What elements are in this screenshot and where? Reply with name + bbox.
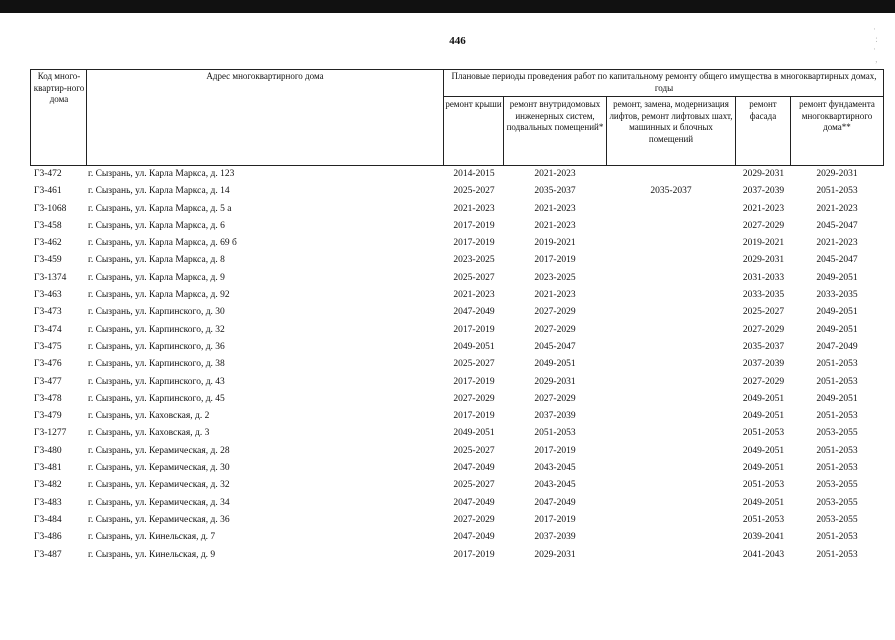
cell-engineering: 2021-2023 xyxy=(534,290,576,301)
cell-facade: 2051-2053 xyxy=(742,514,785,525)
cell-roof: 2017-2019 xyxy=(453,376,495,387)
cell-engineering: 2027-2029 xyxy=(534,307,576,318)
cell-address: г. Сызрань, ул. Кинельская, д. 7 xyxy=(88,532,216,543)
cell-foundation: 2029-2031 xyxy=(816,169,858,179)
cell-address: г. Сызрань, ул. Керамическая, д. 32 xyxy=(88,480,230,491)
cell-address: г. Сызрань, ул. Карпинского, д. 32 xyxy=(88,324,225,335)
cell-roof: 2021-2023 xyxy=(453,203,495,214)
cell-address: г. Сызрань, ул. Карла Маркса, д. 6 xyxy=(88,220,225,231)
cell-engineering: 2023-2025 xyxy=(534,272,576,283)
cell-engineering: 2021-2023 xyxy=(534,220,576,231)
cell-code: Г3-1374 xyxy=(34,272,67,283)
header-periods: Плановые периоды проведения работ по капитальному ремонту общего имущества в многоквартирных домах, годы xyxy=(451,71,877,93)
cell-foundation: 2051-2053 xyxy=(816,376,858,387)
cell-facade: 2029-2031 xyxy=(742,169,785,179)
cell-foundation: 2051-2053 xyxy=(816,411,858,422)
cell-address: г. Сызрань, ул. Карпинского, д. 43 xyxy=(88,376,225,387)
cell-engineering: 2051-2053 xyxy=(534,428,576,439)
table-row xyxy=(30,201,883,218)
table-row xyxy=(30,460,883,477)
cell-foundation: 2049-2051 xyxy=(816,272,858,283)
cell-code: Г3-479 xyxy=(34,411,62,422)
header-address: Адрес многоквартирного дома xyxy=(206,71,324,81)
cell-facade: 2037-2039 xyxy=(742,186,785,197)
table-row xyxy=(30,425,883,442)
cell-engineering: 2021-2023 xyxy=(534,203,576,214)
cell-roof: 2025-2027 xyxy=(453,445,495,456)
cell-facade: 2049-2051 xyxy=(742,445,785,456)
cell-lifts: 2035-2037 xyxy=(650,186,692,197)
cell-foundation: 2053-2055 xyxy=(816,497,858,508)
cell-engineering: 2035-2037 xyxy=(534,186,576,197)
cell-roof: 2014-2015 xyxy=(453,169,495,179)
cell-roof: 2017-2019 xyxy=(453,238,495,249)
table-row xyxy=(30,391,883,408)
table-row xyxy=(30,374,883,391)
cell-address: г. Сызрань, ул. Каховская, д. 3 xyxy=(88,428,210,439)
cell-code: Г3-474 xyxy=(34,324,62,335)
cell-foundation: 2045-2047 xyxy=(816,220,858,231)
cell-code: Г3-1277 xyxy=(34,428,67,439)
cell-code: Г3-1068 xyxy=(34,203,67,214)
cell-address: г. Сызрань, ул. Кинельская, д. 9 xyxy=(88,549,216,560)
page-number: 446 xyxy=(449,35,466,47)
cell-engineering: 2027-2029 xyxy=(534,393,576,404)
cell-facade: 2041-2043 xyxy=(742,549,785,560)
cell-facade: 2049-2051 xyxy=(742,463,785,474)
cell-facade: 2033-2035 xyxy=(742,290,785,301)
table-row xyxy=(30,408,883,425)
cell-address: г. Сызрань, ул. Карла Маркса, д. 92 xyxy=(88,290,230,301)
cell-roof: 2017-2019 xyxy=(453,549,495,560)
cell-facade: 2051-2053 xyxy=(742,428,785,439)
cell-foundation: 2051-2053 xyxy=(816,463,858,474)
cell-foundation: 2047-2049 xyxy=(816,341,858,352)
cell-facade: 2049-2051 xyxy=(742,411,785,422)
top-border-bar xyxy=(0,0,895,13)
cell-roof: 2047-2049 xyxy=(453,307,495,318)
cell-address: г. Сызрань, ул. Керамическая, д. 36 xyxy=(88,514,230,525)
cell-engineering: 2017-2019 xyxy=(534,445,576,456)
cell-address: г. Сызрань, ул. Карпинского, д. 38 xyxy=(88,359,225,370)
cell-code: Г3-486 xyxy=(34,532,62,543)
header-roof: ремонт крыши xyxy=(445,99,502,109)
cell-foundation: 2051-2053 xyxy=(816,359,858,370)
cell-engineering: 2047-2049 xyxy=(534,497,576,508)
cell-engineering: 2029-2031 xyxy=(534,549,576,560)
cell-foundation: 2053-2055 xyxy=(816,514,858,525)
cell-address: г. Сызрань, ул. Карла Маркса, д. 14 xyxy=(88,186,230,197)
cell-code: Г3-461 xyxy=(34,186,62,197)
cell-address: г. Сызрань, ул. Карла Маркса, д. 9 xyxy=(88,272,225,283)
cell-roof: 2023-2025 xyxy=(453,255,495,266)
cell-address: г. Сызрань, ул. Керамическая, д. 34 xyxy=(88,497,230,508)
cell-foundation: 2053-2055 xyxy=(816,428,858,439)
cell-facade: 2035-2037 xyxy=(742,341,785,352)
cell-engineering: 2017-2019 xyxy=(534,255,576,266)
cell-facade: 2027-2029 xyxy=(742,324,785,335)
cell-roof: 2025-2027 xyxy=(453,480,495,491)
cell-foundation: 2049-2051 xyxy=(816,393,858,404)
cell-facade: 2027-2029 xyxy=(742,220,785,231)
cell-facade: 2049-2051 xyxy=(742,393,785,404)
cell-address: г. Сызрань, ул. Карпинского, д. 30 xyxy=(88,307,225,318)
table-row xyxy=(30,339,883,356)
cell-address: г. Сызрань, ул. Карла Маркса, д. 8 xyxy=(88,255,225,266)
cell-roof: 2027-2029 xyxy=(453,393,495,404)
cell-engineering: 2043-2045 xyxy=(534,480,576,491)
cell-facade: 2049-2051 xyxy=(742,497,785,508)
cell-foundation: 2051-2053 xyxy=(816,549,858,560)
cell-foundation: 2045-2047 xyxy=(816,255,858,266)
cell-roof: 2027-2029 xyxy=(453,514,495,525)
cell-address: г. Сызрань, ул. Карла Маркса, д. 5 а xyxy=(88,203,232,214)
cell-code: Г3-483 xyxy=(34,497,62,508)
cell-engineering: 2049-2051 xyxy=(534,359,576,370)
table-row xyxy=(30,495,883,512)
cell-code: Г3-476 xyxy=(34,359,62,370)
cell-code: Г3-459 xyxy=(34,255,62,266)
cell-foundation: 2021-2023 xyxy=(816,203,858,214)
cell-engineering: 2021-2023 xyxy=(534,169,576,179)
cell-facade: 2031-2033 xyxy=(742,272,785,283)
table-row xyxy=(30,477,883,494)
cell-foundation: 2049-2051 xyxy=(816,324,858,335)
table-row xyxy=(30,287,883,304)
cell-facade: 2051-2053 xyxy=(742,480,785,491)
cell-roof: 2047-2049 xyxy=(453,497,495,508)
cell-roof: 2017-2019 xyxy=(453,411,495,422)
table-row xyxy=(30,443,883,460)
table-header xyxy=(30,69,883,165)
table-row xyxy=(30,218,883,235)
cell-engineering: 2019-2021 xyxy=(534,238,576,249)
header-lifts: ремонт, замена, модернизация лифтов, ремонт лифтовых шахт, машинных и блочных помещений xyxy=(609,99,733,144)
table-row xyxy=(30,547,883,564)
cell-code: Г3-481 xyxy=(34,463,62,474)
table-row xyxy=(30,529,883,546)
table-row xyxy=(30,235,883,252)
cell-code: Г3-478 xyxy=(34,393,62,404)
cell-foundation: 2049-2051 xyxy=(816,307,858,318)
cell-code: Г3-487 xyxy=(34,549,62,560)
cell-code: Г3-484 xyxy=(34,514,62,525)
cell-address: г. Сызрань, ул. Карла Маркса, д. 69 б xyxy=(88,238,237,249)
cell-address: г. Сызрань, ул. Карпинского, д. 45 xyxy=(88,393,225,404)
cell-roof: 2025-2027 xyxy=(453,359,495,370)
cell-foundation: 2053-2055 xyxy=(816,480,858,491)
cell-roof: 2047-2049 xyxy=(453,532,495,543)
cell-foundation: 2051-2053 xyxy=(816,532,858,543)
cell-address: г. Сызрань, ул. Керамическая, д. 30 xyxy=(88,463,230,474)
cell-roof: 2047-2049 xyxy=(453,463,495,474)
cell-code: Г3-475 xyxy=(34,341,62,352)
cell-foundation: 2051-2053 xyxy=(816,186,858,197)
header-facade: ремонт фасада xyxy=(749,99,777,121)
table-row xyxy=(30,166,883,183)
table-row xyxy=(30,252,883,269)
cell-roof: 2049-2051 xyxy=(453,341,495,352)
cell-facade: 2025-2027 xyxy=(742,307,785,318)
scan-marks: · : · , xyxy=(873,24,878,64)
cell-engineering: 2027-2029 xyxy=(534,324,576,335)
cell-roof: 2021-2023 xyxy=(453,290,495,301)
cell-roof: 2025-2027 xyxy=(453,272,495,283)
table-row xyxy=(30,183,883,200)
table-body xyxy=(30,166,883,564)
cell-roof: 2017-2019 xyxy=(453,324,495,335)
header-code: Код много-квартир-ного дома xyxy=(33,71,85,105)
cell-facade: 2029-2031 xyxy=(742,255,785,266)
cell-facade: 2037-2039 xyxy=(742,359,785,370)
cell-roof: 2025-2027 xyxy=(453,186,495,197)
cell-facade: 2019-2021 xyxy=(742,238,785,249)
cell-engineering: 2043-2045 xyxy=(534,463,576,474)
cell-address: г. Сызрань, ул. Карпинского, д. 36 xyxy=(88,341,225,352)
cell-code: Г3-477 xyxy=(34,376,62,387)
cell-foundation: 2051-2053 xyxy=(816,445,858,456)
cell-code: Г3-458 xyxy=(34,220,62,231)
cell-foundation: 2033-2035 xyxy=(816,290,858,301)
cell-address: г. Сызрань, ул. Карла Маркса, д. 123 xyxy=(88,169,235,179)
cell-facade: 2021-2023 xyxy=(742,203,785,214)
cell-foundation: 2021-2023 xyxy=(816,238,858,249)
cell-code: Г3-473 xyxy=(34,307,62,318)
header-engineering: ремонт внутридомовых инженерных систем, подвальных помещений* xyxy=(506,99,604,133)
cell-address: г. Сызрань, ул. Каховская, д. 2 xyxy=(88,411,210,422)
table-row xyxy=(30,322,883,339)
cell-facade: 2027-2029 xyxy=(742,376,785,387)
cell-code: Г3-472 xyxy=(34,169,62,179)
cell-engineering: 2037-2039 xyxy=(534,532,576,543)
cell-roof: 2049-2051 xyxy=(453,428,495,439)
header-foundation: ремонт фундамента многоквартирного дома** xyxy=(799,99,875,133)
cell-code: Г3-482 xyxy=(34,480,62,491)
table-row xyxy=(30,304,883,321)
table-row xyxy=(30,512,883,529)
cell-code: Г3-480 xyxy=(34,445,62,456)
cell-address: г. Сызрань, ул. Керамическая, д. 28 xyxy=(88,445,230,456)
table-row xyxy=(30,270,883,287)
table-row xyxy=(30,356,883,373)
cell-facade: 2039-2041 xyxy=(742,532,785,543)
cell-code: Г3-463 xyxy=(34,290,62,301)
cell-roof: 2017-2019 xyxy=(453,220,495,231)
cell-engineering: 2045-2047 xyxy=(534,341,576,352)
cell-engineering: 2029-2031 xyxy=(534,376,576,387)
cell-engineering: 2037-2039 xyxy=(534,411,576,422)
cell-engineering: 2017-2019 xyxy=(534,514,576,525)
cell-code: Г3-462 xyxy=(34,238,62,249)
